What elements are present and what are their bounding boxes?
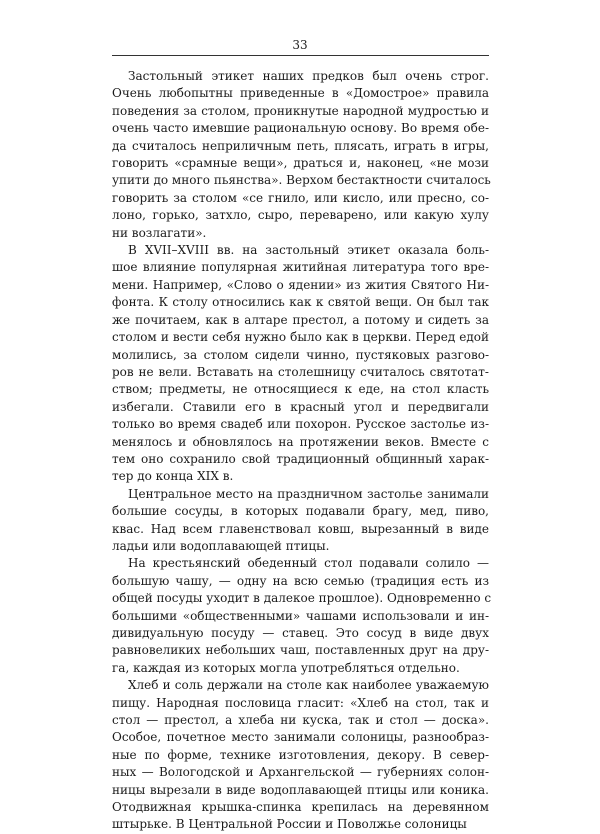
text-line: Очень любопытны приведенные в «Домострое» правила [112,86,489,101]
text-line: столом и вести себя нужно было как в церкви. Перед едой [112,330,489,345]
text-line: дивидуальную посуду — ставец. Это сосуд в виде двух [112,626,489,640]
text-line: шое влияние популярная житийная литература того вре- [112,260,489,275]
text-line: упити до много пьянства». Верхом бестактности считалось [112,173,491,188]
body-text [112,68,492,834]
text-line: ных — Вологодской и Архангельской — губерниях солон- [112,765,489,780]
text-line: большие сосуды, в которых подавали брагу, мед, пиво, [112,504,489,519]
text-line: ные по форме, технике изготовления, декору. В север- [112,747,489,762]
paragraph [112,68,489,242]
text-line: В XVII–XVIII вв. на застольный этикет оказала боль- [128,243,489,258]
text-line: избегали. Ставили его в красный угол и передвигали [112,399,489,414]
text-line: пищу. Народная пословица гласит: «Хлеб на стол, так и [112,695,489,710]
text-line: тер до конца XIX в. [112,469,234,484]
text-line: Центральное место на праздничном застолье занимали [128,486,489,501]
page-number: 33 [292,38,308,52]
text-line: ров не вели. Вставать на столешницу считалось святотат- [112,364,489,379]
text-line: стол — престол, а хлеба ни куска, так и стол — доска». [112,713,489,728]
text-line: только во время свадеб или похорон. Русское застолье из- [112,417,489,432]
paragraph [112,677,489,834]
text-line: очень часто имевшие рациональную основу. Во время обе- [112,121,489,136]
text-line: общей посуды уходит в далекое прошлое). Одновременно с [112,591,492,606]
text-line: Особое, почетное место занимали солоницы, разнообраз- [112,730,489,745]
text-line: равновеликих небольших чаш, поставленных друг на дру- [112,643,489,658]
text-line: штырьке. В Центральной России и Поволжье солоницы [112,817,467,832]
text-line: Хлеб и соль держали на столе как наиболее уважаемую [128,678,489,693]
text-line: да считалось неприличным петь, плясать, играть в игры, [112,138,489,153]
text-line: Застольный этикет наших предков был очень строг. [128,69,489,83]
header-rule [112,55,489,56]
text-line: менялось и обновлялось на протяжении веков. Вместе с [112,434,489,449]
text-line: мени. Например, «Слово о ядении» из жития Святого Ни- [112,277,489,292]
text-line: ницы вырезали в виде водоплавающей птицы или коника. [112,782,489,797]
text-line: фонта. К столу относились как к святой вещи. Он был так [112,295,489,310]
paragraph [112,486,489,556]
text-line: ладьи или водоплавающей птицы. [112,538,330,553]
text-line: большую чашу, — одну на всю семью (традиция есть из [112,573,489,588]
text-line: ством; предметы, не относящиеся к еде, на стол класть [112,382,489,397]
text-line: тем оно сохранило свой традиционный общинный харак- [112,451,489,466]
text-line: молились, за столом сидели чинно, пустяковых разгово- [112,347,489,362]
text-line: большими «общественными» чашами использовали и ин- [112,608,489,623]
text-line: говорить за столом «се гнило, или кисло, или пресно, со- [112,190,489,205]
text-line: Отодвижная крышка-спинка крепилась на деревянном [112,800,489,815]
text-line: поведения за столом, проникнутые народной мудростью и [112,103,489,118]
text-line: говорить «срамные вещи», драться и, наконец, «не мози [112,156,489,171]
paragraph [112,242,489,486]
paragraph [112,555,492,677]
text-line: же почитаем, как в алтаре престол, а потому и сидеть за [112,312,489,327]
text-line: квас. Над всем главенствовал ковш, вырезанный в виде [112,521,489,536]
text-line: га, каждая из которых могла употребляться отдельно. [112,660,460,675]
text-line: На крестьянский обеденный стол подавали солило — [128,556,489,571]
text-line: лоно, горько, затхло, сыро, переварено, или какую хулу [112,208,489,223]
text-line: ни возлагати». [112,225,207,240]
